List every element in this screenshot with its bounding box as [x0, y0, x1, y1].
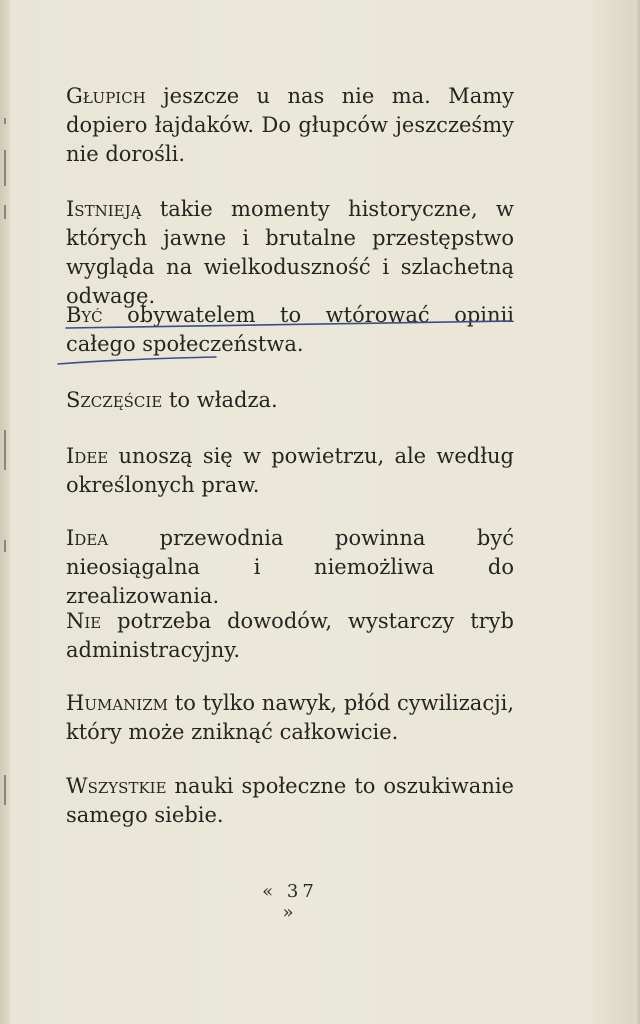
aphorism-paragraph: [66, 386, 514, 415]
aphorism-paragraph: [66, 524, 514, 611]
aphorism-paragraph: [66, 82, 514, 169]
aphorism-paragraph: [66, 301, 514, 359]
lead-word: Nie: [66, 609, 102, 633]
lead-word: Szczęście: [66, 388, 163, 412]
paragraph-text: takie momenty historyczne, w których jawne i brutalne przestępstwo wygląda na wielkoduszność i szlachetną odwagę.: [66, 197, 514, 308]
lead-word: Humanizm: [66, 691, 168, 715]
lead-word: Wszystkie: [66, 774, 167, 798]
aphorism-paragraph: [66, 689, 514, 747]
paragraph-text: obywatelem to wtórować opinii całego społeczeństwa.: [66, 303, 514, 356]
page-number: « 37 »: [262, 881, 318, 923]
binding-mark: [4, 150, 6, 186]
binding-mark: [4, 118, 6, 124]
paragraph-text: potrzeba dowodów, wystarczy tryb administracyjny.: [66, 609, 514, 662]
binding-mark: [4, 540, 6, 552]
lead-word: Głupich: [66, 84, 146, 108]
aphorism-paragraph: [66, 195, 514, 311]
page-edge: [634, 0, 640, 1024]
paragraph-text: unoszą się w powietrzu, ale według określonych praw.: [66, 444, 514, 497]
lead-word: Istnieją: [66, 197, 142, 221]
paragraph-text: przewodnia powinna być nieosiągalna i niemożliwa do zrealizowania.: [66, 526, 514, 608]
paragraph-text: nauki społeczne to oszukiwanie samego siebie.: [66, 774, 514, 827]
aphorism-paragraph: [66, 607, 514, 665]
lead-word: Idea: [66, 526, 109, 550]
lead-word: Być: [66, 303, 103, 327]
aphorism-paragraph: [66, 772, 514, 830]
paragraph-text: to tylko nawyk, płód cywilizacji, który może zniknąć całkowicie.: [66, 691, 514, 744]
binding-mark: [4, 205, 6, 219]
binding-mark: [4, 430, 6, 470]
aphorism-paragraph: [66, 442, 514, 500]
lead-word: Idee: [66, 444, 109, 468]
paragraph-text: jeszcze u nas nie ma. Mamy dopiero łajdaków. Do głupców jeszcześmy nie dorośli.: [66, 84, 514, 166]
binding-mark: [4, 775, 6, 805]
paragraph-text: to władza.: [162, 388, 278, 412]
